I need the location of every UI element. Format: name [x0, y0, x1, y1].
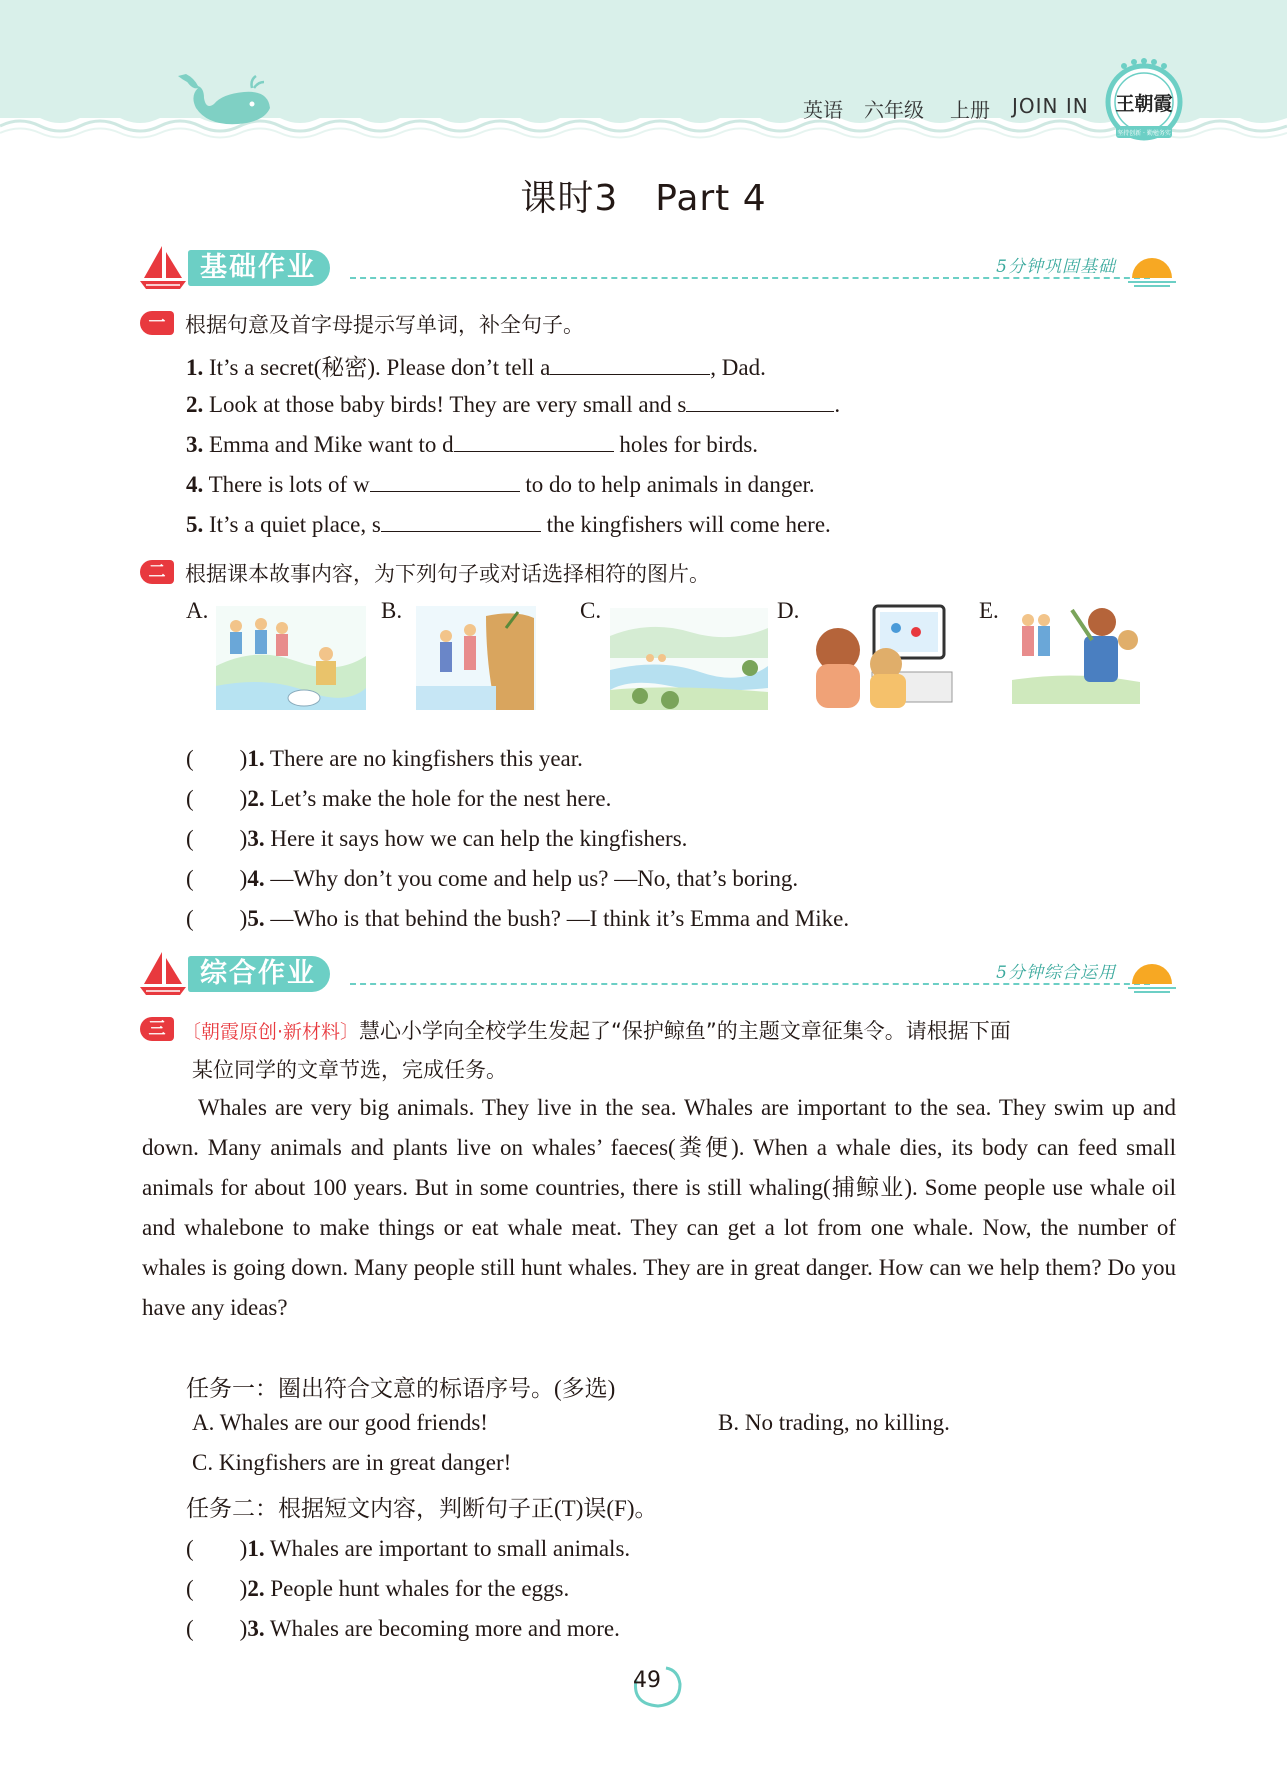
answer-blank[interactable] — [370, 469, 520, 492]
list-item: ( )4. —Why don’t you come and help us? —No, that’s boring. — [186, 866, 799, 891]
list-item: ( )2. People hunt whales for the eggs. — [186, 1576, 570, 1601]
list-item: 3. Emma and Mike want to d holes for birds. — [186, 429, 758, 458]
picture-label-c: C. — [580, 598, 602, 623]
picture-a-children-by-river — [216, 606, 366, 710]
sunrise-icon — [1124, 252, 1180, 288]
logo-motto: 坚持创新 · 勤勉务实 — [1117, 130, 1171, 137]
list-item: ( )3. Here it says how we can help the kingfishers. — [186, 826, 688, 851]
publisher-logo — [1104, 58, 1184, 146]
question-1-instruction: 根据句意及首字母提示写单词，补全句子。 — [185, 313, 584, 337]
list-item: ( )5. —Who is that behind the bush? —I think it’s Emma and Mike. — [186, 906, 850, 931]
answer-paren[interactable]: ( ) — [186, 826, 248, 851]
lesson-title: 课时3 Part 4 — [520, 178, 767, 219]
list-item: 1. It’s a secret(秘密). Please don’t tell a , Dad. — [186, 349, 766, 382]
answer-paren[interactable]: ( ) — [186, 906, 248, 931]
header-subject: 英语 — [803, 98, 843, 122]
picture-c-river-landscape — [610, 608, 768, 710]
question-badge-3: 三 — [140, 1017, 174, 1041]
section-subtitle-comprehensive: 5分钟综合运用 — [996, 963, 1116, 983]
header-series: JOIN IN — [1012, 94, 1089, 118]
reading-passage: Whales are very big animals. They live in the sea. Whales are important to the sea. They swim up and down. Many animals and plants live on whales’ faeces(粪便). When a whale dies, its body can feed small animals for about 100 years. But in some countries, there is still whaling(捕鲸业). Some people use whale oil and whalebone to make things or eat whale meat. They can get a lot from one whale. Now, the number of whales is going down. Many people still hunt whales. They are in great danger. How can we help them? Do you have any ideas? — [142, 1095, 1176, 1320]
sunrise-icon — [1124, 958, 1180, 994]
section-title-basic: 基础作业 — [188, 250, 330, 286]
task-1-title: 任务一：圈出符合文意的标语序号。(多选) — [186, 1376, 616, 1401]
list-item: ( )3. Whales are becoming more and more. — [186, 1616, 620, 1641]
answer-blank[interactable] — [550, 352, 710, 375]
picture-label-e: E. — [979, 598, 999, 623]
header-volume: 上册 — [950, 98, 990, 122]
question-3-instruction: 〔朝霞原创·新材料〕慧心小学向全校学生发起了“保护鲸鱼”的主题文章征集令。请根据下面 — [182, 1019, 1011, 1043]
picture-label-a: A. — [186, 598, 209, 623]
whale-icon — [178, 74, 274, 130]
sailboat-icon — [140, 950, 190, 996]
task-1-option-a[interactable]: A. Whales are our good friends! — [192, 1410, 488, 1435]
question-3-tag: 〔朝霞原创·新材料〕 — [182, 1021, 360, 1043]
section-subtitle-basic: 5分钟巩固基础 — [996, 257, 1116, 277]
page-number: 49 — [633, 1668, 661, 1693]
picture-d-children-at-computer — [812, 602, 958, 710]
section-banner-comprehensive — [140, 950, 1180, 1000]
picture-label-d: D. — [777, 598, 800, 623]
answer-paren[interactable]: ( ) — [186, 746, 248, 771]
question-badge-2: 二 — [140, 560, 174, 584]
picture-label-b: B. — [381, 598, 403, 623]
answer-blank[interactable] — [381, 509, 541, 532]
list-item: 2. Look at those baby birds! They are very small and s . — [186, 389, 840, 418]
answer-paren[interactable]: ( ) — [186, 866, 248, 891]
section-title-comprehensive: 综合作业 — [188, 956, 330, 992]
answer-blank[interactable] — [454, 429, 614, 452]
list-item: 5. It’s a quiet place, s the kingfishers will come here. — [186, 509, 831, 538]
sailboat-icon — [140, 244, 190, 290]
answer-paren[interactable]: ( ) — [186, 1536, 248, 1561]
picture-e-children-and-woman — [1012, 600, 1140, 704]
question-badge-1: 一 — [140, 311, 174, 335]
answer-paren[interactable]: ( ) — [186, 1616, 248, 1641]
task-2-title: 任务二：根据短文内容，判断句子正(T)误(F)。 — [186, 1496, 658, 1521]
task-1-option-b[interactable]: B. No trading, no killing. — [718, 1410, 950, 1435]
picture-b-children-at-bank — [416, 606, 536, 710]
question-2-instruction: 根据课本故事内容，为下列句子或对话选择相符的图片。 — [185, 562, 710, 586]
question-3-instruction-line2: 某位同学的文章节选，完成任务。 — [192, 1058, 507, 1082]
answer-paren[interactable]: ( ) — [186, 1576, 248, 1601]
header-grade: 六年级 — [864, 98, 924, 122]
section-banner-basic — [140, 244, 1180, 294]
logo-text: 王朝霞 — [1115, 93, 1173, 115]
list-item: 4. There is lots of w to do to help animals in danger. — [186, 469, 815, 498]
answer-blank[interactable] — [686, 389, 834, 412]
answer-paren[interactable]: ( ) — [186, 786, 248, 811]
list-item: ( )2. Let’s make the hole for the nest here. — [186, 786, 612, 811]
list-item: ( )1. There are no kingfishers this year. — [186, 746, 583, 771]
task-1-option-c[interactable]: C. Kingfishers are in great danger! — [192, 1450, 512, 1475]
list-item: ( )1. Whales are important to small animals. — [186, 1536, 631, 1561]
